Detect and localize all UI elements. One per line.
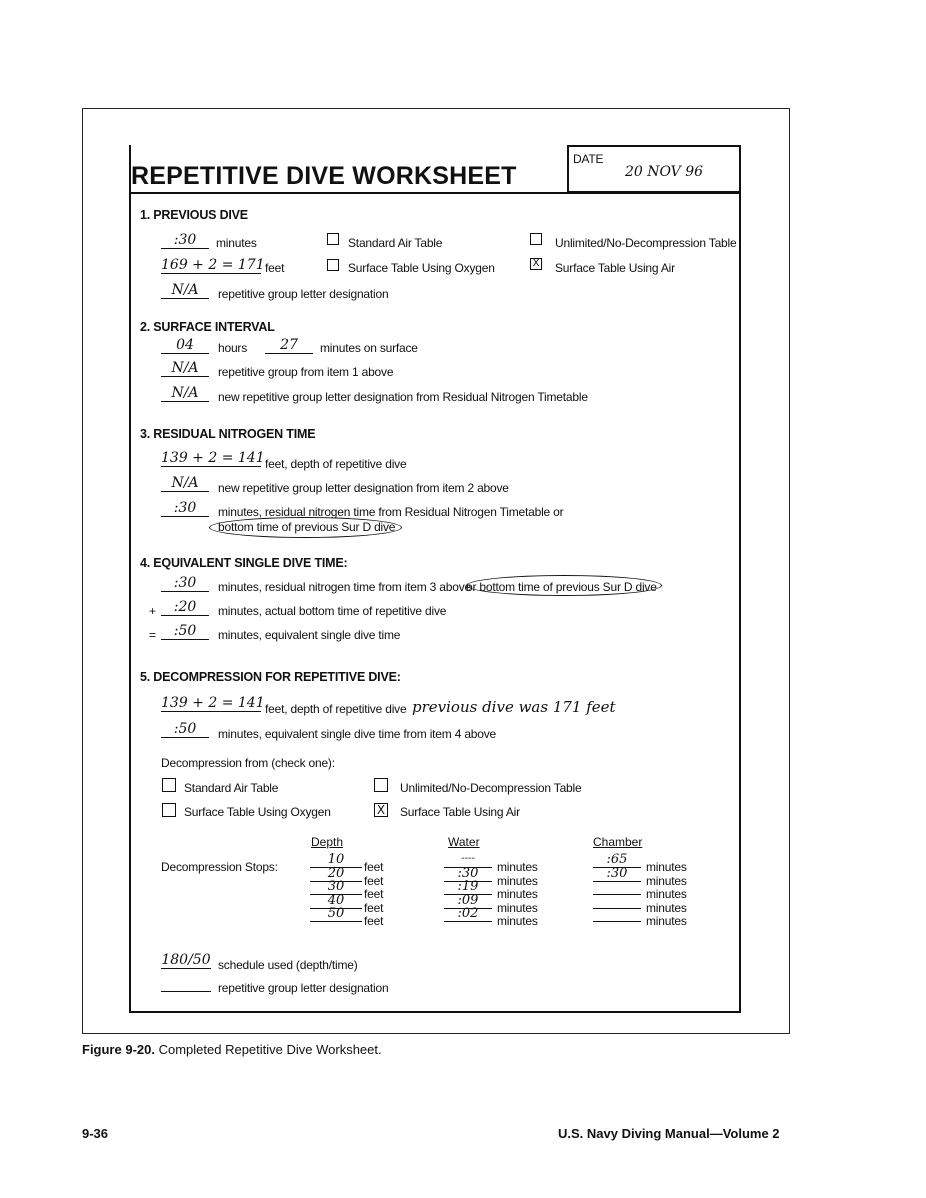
stop-depth-unit: feet [364,860,384,874]
s5-depth-label: feet, depth of repetitive dive [265,702,407,716]
stop-chamber-unit: minutes [646,860,687,874]
stop-water-field[interactable] [444,907,492,922]
section-2-heading: 2. SURFACE INTERVAL [140,320,275,334]
section-1-heading: 1. PREVIOUS DIVE [140,208,248,222]
s4-esdt-field[interactable] [161,623,209,640]
s4-rnt-label-2: or bottom time of previous Sur D dive [466,580,657,594]
s5-option-surface-air: Surface Table Using Air [400,805,520,819]
stop-water-value: :09 [457,892,479,908]
date-box [567,145,741,193]
s5-handwritten-note: previous dive was 171 feet [412,698,616,716]
s5-option-unlimited: Unlimited/No-Decompression Table [400,781,582,795]
stop-depth-unit: feet [364,873,384,888]
stop-water-value: ---- [461,853,475,864]
s5-checkbox-standard-air[interactable] [162,778,176,792]
stops-row-5 [306,906,696,928]
s4-rnt-value: :30 [173,575,197,591]
s1-option-standard-air: Standard Air Table [348,236,443,250]
manual-title: U.S. Navy Diving Manual—Volume 2 [558,1126,780,1141]
s1-time-field[interactable] [161,232,209,249]
s1-depth-field[interactable] [161,257,265,274]
s3-depth-label: feet, depth of repetitive dive [265,457,407,471]
stop-chamber-value: :65 [606,852,628,867]
s4-rnt-field[interactable] [161,575,209,592]
s2-hours-value: 04 [176,337,194,353]
s2-minutes-field[interactable] [265,337,313,354]
stop-water-unit: minutes [497,887,538,901]
s3-rnt-label-2: bottom time of previous Sur D dive [218,520,396,534]
stop-water-value: :02 [457,906,479,921]
s1-time-unit: minutes [216,236,257,250]
section-4-heading: 4. EQUIVALENT SINGLE DIVE TIME: [140,556,348,570]
s2-group-value: N/A [171,360,199,376]
figure-text: Completed Repetitive Dive Worksheet. [158,1042,382,1057]
s2-newgroup-label: new repetitive group letter designation from Residual Nitrogen Timetable [218,390,588,404]
s5-esdt-value: :50 [173,721,197,737]
s3-depth-value: 139 + 2 = 141 [161,450,265,466]
s5-checkbox-surface-oxygen[interactable] [162,803,176,817]
worksheet-title: REPETITIVE DIVE WORKSHEET [131,162,517,190]
s2-minutes-label: minutes on surface [320,341,418,355]
s2-newgroup-value: N/A [171,385,199,401]
stop-water-unit: minutes [497,860,538,874]
stop-water-value: :19 [457,879,479,894]
stop-chamber-unit: minutes [646,873,687,888]
s5-depth-value: 139 + 2 = 141 [161,695,265,711]
s5-check-prompt: Decompression from (check one): [161,756,335,770]
s5-checkbox-unlimited[interactable] [374,778,388,792]
stop-depth-unit: feet [364,914,384,928]
s5-option-standard-air: Standard Air Table [184,781,279,795]
figure-number: Figure 9-20. [82,1042,155,1057]
stop-water-unit: minutes [497,873,538,888]
s3-depth-field[interactable] [161,450,265,467]
s5-rgd-label: repetitive group letter designation [218,981,389,995]
col-header-depth: Depth [311,835,344,849]
s5-rgd-field[interactable] [161,975,211,992]
s2-group-label: repetitive group from item 1 above [218,365,394,379]
col-header-chamber: Chamber [593,835,643,849]
page-number: 9-36 [82,1126,109,1141]
s3-group-label: new repetitive group letter designation from item 2 above [218,481,509,495]
stop-depth-unit: feet [364,900,384,915]
s1-depth-value: 169 + 2 = 171 [161,257,265,273]
stop-depth-value: 10 [327,852,345,867]
s5-esdt-field[interactable] [161,721,209,738]
s1-checkbox-standard-air[interactable] [327,233,339,245]
figure-caption [82,1042,382,1057]
s5-option-surface-oxygen: Surface Table Using Oxygen [184,805,331,819]
section-5-heading: 5. DECOMPRESSION FOR REPETITIVE DIVE: [140,670,401,684]
stop-depth-value: 30 [327,879,345,894]
s4-equals-sign: = [149,628,156,642]
s1-group-field[interactable] [161,282,209,299]
stop-chamber-field[interactable] [593,907,641,922]
s4-bt-field[interactable] [161,599,209,616]
s1-group-value: N/A [171,282,199,298]
s3-rnt-field[interactable] [161,500,209,517]
s1-depth-unit: feet [265,261,285,275]
s4-esdt-value: :50 [173,623,197,639]
stop-chamber-unit: minutes [646,887,687,901]
stop-water-unit: minutes [497,914,538,928]
stops-label: Decompression Stops: [161,860,278,874]
stop-water-unit: minutes [497,900,538,915]
s1-checkbox-surface-oxygen[interactable] [327,259,339,271]
s2-minutes-value: 27 [280,337,298,353]
stop-chamber-value: :30 [606,865,628,881]
section-3-heading: 3. RESIDUAL NITROGEN TIME [140,427,316,441]
s1-time-value: :30 [173,232,197,248]
s2-newgroup-field[interactable] [161,385,209,402]
stop-depth-value: 50 [327,906,345,921]
s1-option-surface-air: Surface Table Using Air [555,261,675,275]
s4-bt-value: :20 [173,599,197,615]
stops-table [306,852,696,928]
col-header-water: Water [448,835,480,849]
s1-option-surface-oxygen: Surface Table Using Oxygen [348,261,495,275]
stop-depth-field[interactable] [310,907,362,922]
s2-hours-field[interactable] [161,337,209,354]
s5-schedule-value: 180/50 [161,952,211,968]
stop-depth-value: 40 [327,892,345,908]
s1-checkbox-surface-air[interactable]: X [530,258,542,270]
s4-plus-sign: + [149,604,156,618]
s4-bt-label: minutes, actual bottom time of repetitive dive [218,604,447,618]
s3-group-value: N/A [171,475,199,491]
s5-schedule-label: schedule used (depth/time) [218,958,358,972]
s2-group-field[interactable] [161,360,209,377]
stop-chamber-unit: minutes [646,900,687,915]
s4-esdt-label: minutes, equivalent single dive time [218,628,401,642]
s5-depth-field[interactable] [161,695,265,712]
s1-group-label: repetitive group letter designation [218,287,389,301]
stop-depth-unit: feet [364,887,384,901]
s5-esdt-label: minutes, equivalent single dive time from item 4 above [218,727,497,741]
date-label: DATE [573,152,604,166]
s2-hours-label: hours [218,341,248,355]
s4-rnt-label: minutes, residual nitrogen time from item 3 above [218,580,471,594]
s1-option-unlimited: Unlimited/No-Decompression Table [555,236,737,250]
s5-checkbox-surface-air[interactable]: X [374,803,388,817]
stop-depth-value: 20 [327,865,345,881]
s5-schedule-field[interactable] [161,952,211,969]
s3-rnt-value: :30 [173,500,197,516]
s3-rnt-label: minutes, residual nitrogen time from Residual Nitrogen Timetable or [218,505,564,519]
s3-group-field[interactable] [161,475,209,492]
s1-checkbox-unlimited[interactable] [530,233,542,245]
stop-chamber-unit: minutes [646,914,687,928]
stop-water-value: :30 [457,865,479,881]
date-value: 20 NOV 96 [624,164,704,180]
